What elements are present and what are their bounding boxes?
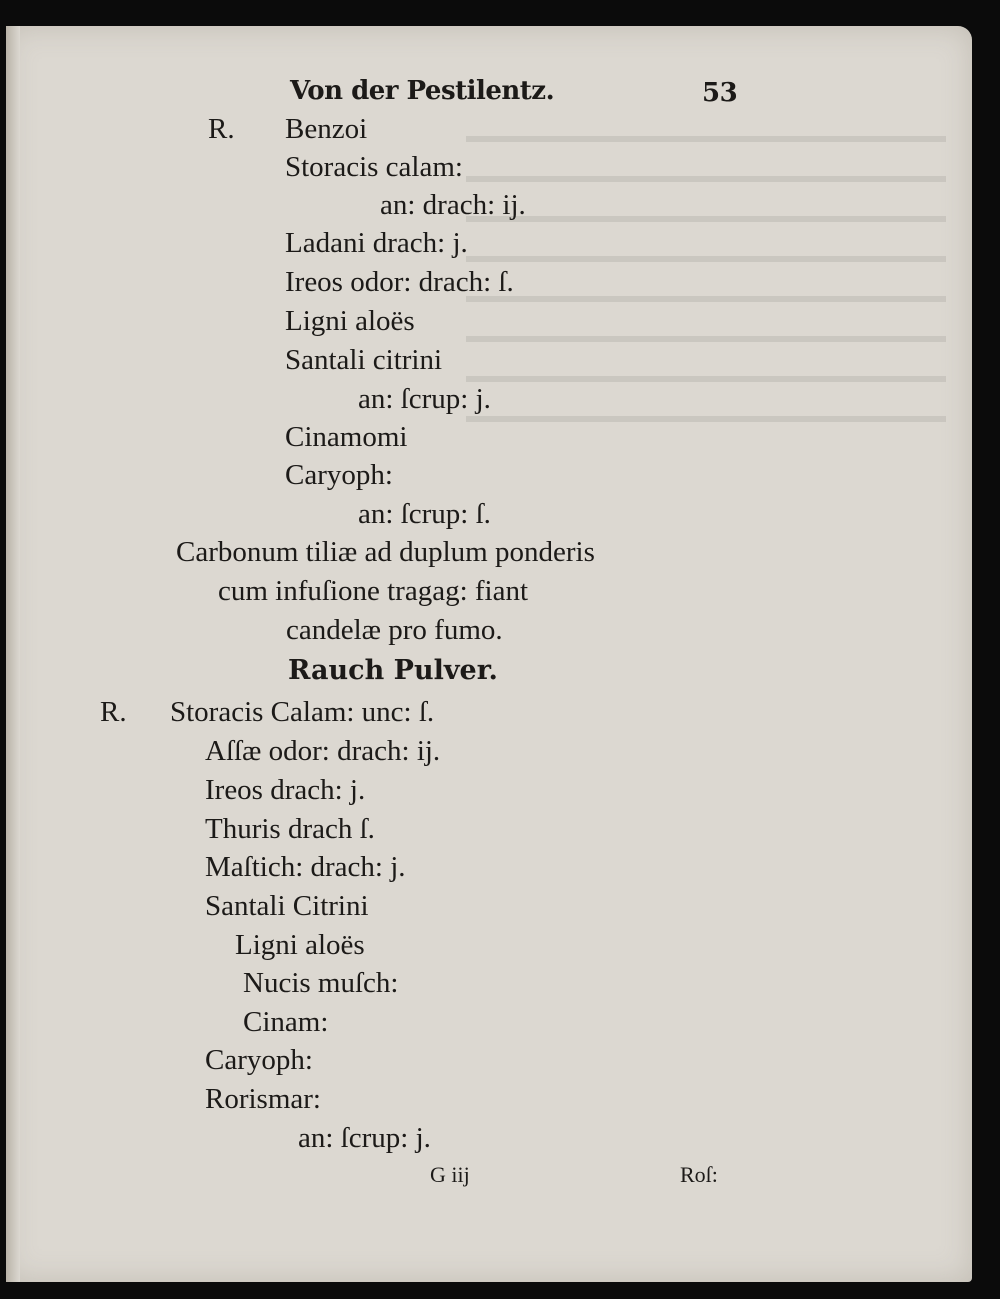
recipe-line: Caryoph: (205, 1044, 313, 1076)
recipe-line: Storacis Calam: unc: ſ. (170, 696, 435, 728)
signature-mark: G iij (430, 1162, 470, 1187)
page-number: 53 (702, 78, 738, 108)
recipe-mark: R. (208, 113, 235, 145)
recipe-line: Storacis calam: (285, 151, 463, 183)
bleed-through-text (466, 136, 946, 436)
recipe-line: Ireos odor: drach: ſ. (285, 266, 514, 298)
recipe-line: Maſtich: drach: j. (205, 851, 406, 883)
section-heading: Rauch Pulver. (288, 655, 498, 686)
recipe-line: an: drach: ij. (380, 189, 526, 221)
recipe-line: cum infuſione tragag: fiant (218, 575, 529, 607)
catchword: Roſ: (680, 1162, 718, 1187)
recipe-line: Santali citrini (285, 344, 443, 376)
recipe-line: candelæ pro fumo. (286, 614, 503, 646)
recipe-line: Thuris drach ſ. (205, 813, 375, 845)
recipe-line: Ligni aloës (235, 929, 365, 961)
recipe-line: Benzoi (285, 113, 368, 145)
recipe-line: Carbonum tiliæ ad duplum ponderis (176, 536, 595, 568)
page-gutter-shadow (6, 26, 20, 1282)
recipe-line: Santali Citrini (205, 890, 369, 922)
recipe-line: Caryoph: (285, 459, 393, 491)
recipe-line: an: ſcrup: ſ. (358, 498, 491, 530)
recipe-line: Ligni aloës (285, 305, 415, 337)
recipe-line: Cinamomi (285, 421, 408, 453)
recipe-line: an: ſcrup: j. (358, 383, 491, 415)
recipe-line: an: ſcrup: j. (298, 1122, 431, 1154)
running-title: Von der Pestilentz. (290, 76, 555, 106)
recipe-line: Ireos drach: j. (205, 774, 366, 806)
recipe-mark: R. (100, 696, 127, 728)
recipe-line: Cinam: (243, 1006, 329, 1038)
recipe-line: Ladani drach: j. (285, 227, 468, 259)
recipe-line: Aſſæ odor: drach: ij. (205, 735, 441, 767)
recipe-line: Rorismar: (205, 1083, 321, 1115)
recipe-line: Nucis muſch: (243, 967, 399, 999)
